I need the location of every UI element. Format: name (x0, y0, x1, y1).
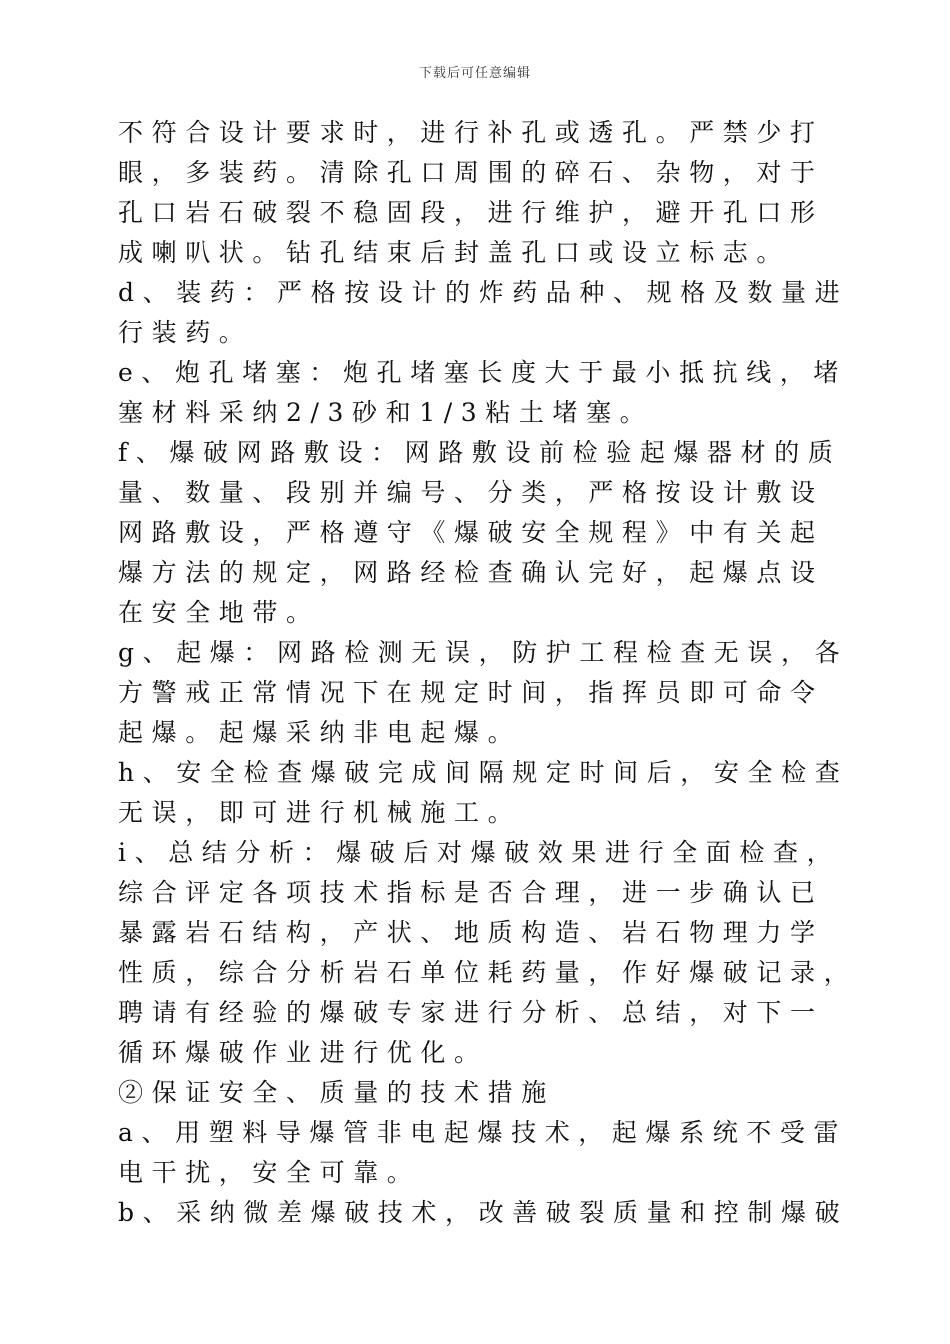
text-line: 网路敷设，严格遵守《爆破安全规程》中有关起 (118, 518, 824, 547)
text-line: 行装药。 (118, 318, 253, 347)
section-heading: ②保证安全、质量的技术措施 (118, 1078, 555, 1107)
text-line: 性质，综合分析岩石单位耗药量，作好爆破记录， (118, 958, 858, 987)
text-line: 电干扰，安全可靠。 (118, 1158, 421, 1187)
text-line: 成喇叭状。钻孔结束后封盖孔口或设立标志。 (118, 238, 791, 267)
text-line: g、起爆：网路检测无误，防护工程检查无误，各 (118, 638, 849, 667)
text-line: 在安全地带。 (118, 598, 320, 627)
text-line: 眼，多装药。清除孔口周围的碎石、杂物，对于 (118, 158, 824, 187)
text-line: e、炮孔堵塞：炮孔堵塞长度大于最小抵抗线，堵 (118, 358, 847, 387)
text-line: a、用塑料导爆管非电起爆技术，起爆系统不受雷 (118, 1118, 848, 1147)
text-line: 爆方法的规定，网路经检查确认完好，起爆点设 (118, 558, 824, 587)
text-line: f、爆破网路敷设：网路敷设前检验起爆器材的质 (118, 438, 842, 467)
text-line: 塞材料采纳2/3砂和1/3粘土堵塞。 (118, 398, 654, 427)
text-line: 方警戒正常情况下在规定时间，指挥员即可命令 (118, 678, 824, 707)
text-line: 孔口岩石破裂不稳固段，进行维护，避开孔口形 (118, 198, 824, 227)
text-line: i、总结分析：爆破后对爆破效果进行全面检查， (118, 838, 841, 867)
text-line: 综合评定各项技术指标是否合理，进一步确认已 (118, 878, 824, 907)
text-line: 暴露岩石结构，产状、地质构造、岩石物理力学 (118, 918, 824, 947)
text-line: 不符合设计要求时，进行补孔或透孔。严禁少打 (118, 118, 824, 147)
text-line: 量、数量、段别并编号、分类，严格按设计敷设 (118, 478, 824, 507)
text-line: 起爆。起爆采纳非电起爆。 (118, 718, 522, 747)
text-line: d、装药：严格按设计的炸药品种、规格及数量进 (118, 278, 849, 307)
text-line: 无误，即可进行机械施工。 (118, 798, 522, 827)
page-header: 下载后可任意编辑 (418, 66, 531, 81)
document-body (118, 113, 858, 1233)
text-line: b、采纳微差爆破技术，改善破裂质量和控制爆破 (118, 1198, 849, 1227)
text-line: 循环爆破作业进行优化。 (118, 1038, 488, 1067)
text-line: h、安全检查爆破完成间隔规定时间后，安全检查 (118, 758, 849, 787)
text-line: 聘请有经验的爆破专家进行分析、总结，对下一 (118, 998, 824, 1027)
